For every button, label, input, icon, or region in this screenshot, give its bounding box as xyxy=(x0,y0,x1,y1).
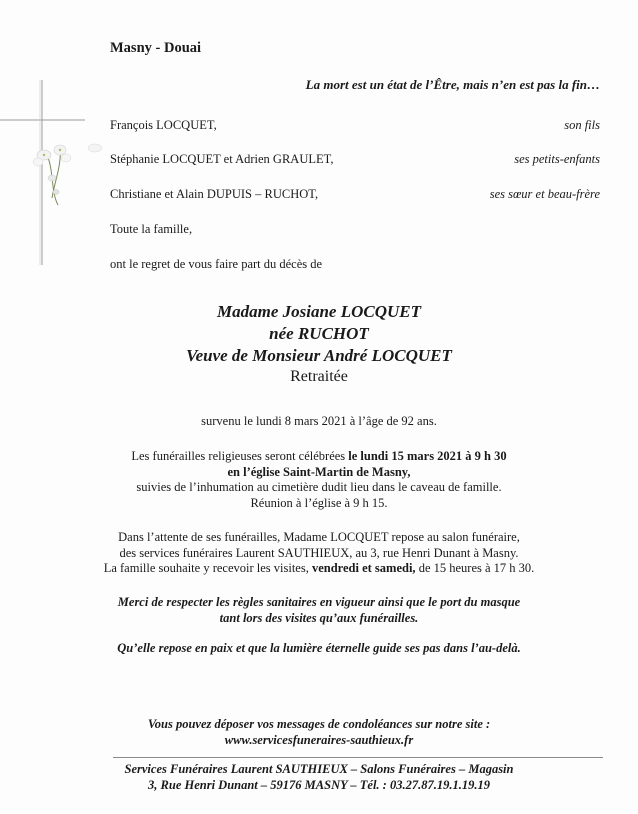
funeral-church: en l’église Saint-Martin de Masny, xyxy=(227,465,411,479)
visitation-line-1: Dans l’attente de ses funérailles, Madame LOCQUET repose au salon funéraire, xyxy=(118,530,520,544)
family-relation-2: ses petits-enfants xyxy=(514,152,600,166)
family-name-4: Toute la famille, xyxy=(110,222,193,236)
visitation-line-3-suffix: de 15 heures à 17 h 30. xyxy=(415,561,535,575)
header-location: Masny - Douai xyxy=(110,40,202,56)
footer-line-1: Services Funéraires Laurent SAUTHIEUX – Salons Funéraires – Magasin xyxy=(124,762,514,776)
funeral-line-1-prefix: Les funérailles religieuses seront célébrées xyxy=(131,449,349,463)
deceased-maiden-name: née RUCHOT xyxy=(269,324,369,343)
family-relation-1: son fils xyxy=(564,118,600,132)
sanitary-line-1: Merci de respecter les règles sanitaires en vigueur ainsi que le port du masque xyxy=(117,595,521,609)
footer-line-2: 3, Rue Henri Dunant – 59176 MASNY – Tél. : 03.27.87.19.1.19.19 xyxy=(148,778,490,792)
visitation-days: vendredi et samedi, xyxy=(311,561,416,575)
visitation-line-2: des services funéraires Laurent SAUTHIEUX, au 3, rue Henri Dunant à Masny. xyxy=(119,546,519,560)
cross-flower-icon xyxy=(0,0,120,280)
funeral-date: le lundi 15 mars 2021 à 9 h 30 xyxy=(348,449,507,463)
deceased-widow-of: Veuve de Monsieur André LOCQUET xyxy=(186,346,452,365)
announcement: ont le regret de vous faire part du décès de xyxy=(110,257,323,271)
prayer: Qu’elle repose en paix et que la lumière éternelle guide ses pas dans l’au-delà. xyxy=(117,641,521,655)
motto: La mort est un état de l’Être, mais n’en est pas la fin… xyxy=(305,77,600,92)
condolences-website[interactable]: www.servicesfuneraires-sauthieux.fr xyxy=(224,733,414,747)
visitation-line-3-prefix: La famille souhaite y recevoir les visites, xyxy=(103,561,312,575)
deceased-name: Madame Josiane LOCQUET xyxy=(217,302,421,321)
family-name-2: Stéphanie LOCQUET et Adrien GRAULET, xyxy=(110,152,334,166)
funeral-burial: suivies de l’inhumation au cimetière dudit lieu dans le caveau de famille. xyxy=(136,480,502,494)
family-name-3: Christiane et Alain DUPUIS – RUCHOT, xyxy=(110,187,319,201)
funeral-line-1 xyxy=(0,449,638,465)
cross-icon xyxy=(0,80,85,265)
condolences-line-1: Vous pouvez déposer vos messages de condoléances sur notre site : xyxy=(147,717,491,731)
family-name-1: François LOCQUET, xyxy=(110,118,217,132)
deceased-occupation: Retraitée xyxy=(290,368,348,385)
footer-divider xyxy=(113,757,603,758)
funeral-meeting: Réunion à l’église à 9 h 15. xyxy=(250,496,388,510)
visitation-line-3 xyxy=(0,561,638,577)
family-relation-3: ses sœur et beau-frère xyxy=(489,187,600,201)
sanitary-line-2: tant lors des visites qu’aux funérailles. xyxy=(219,611,419,625)
flower-icon xyxy=(33,144,102,205)
death-notice: survenu le lundi 8 mars 2021 à l’âge de 92 ans. xyxy=(201,414,437,428)
